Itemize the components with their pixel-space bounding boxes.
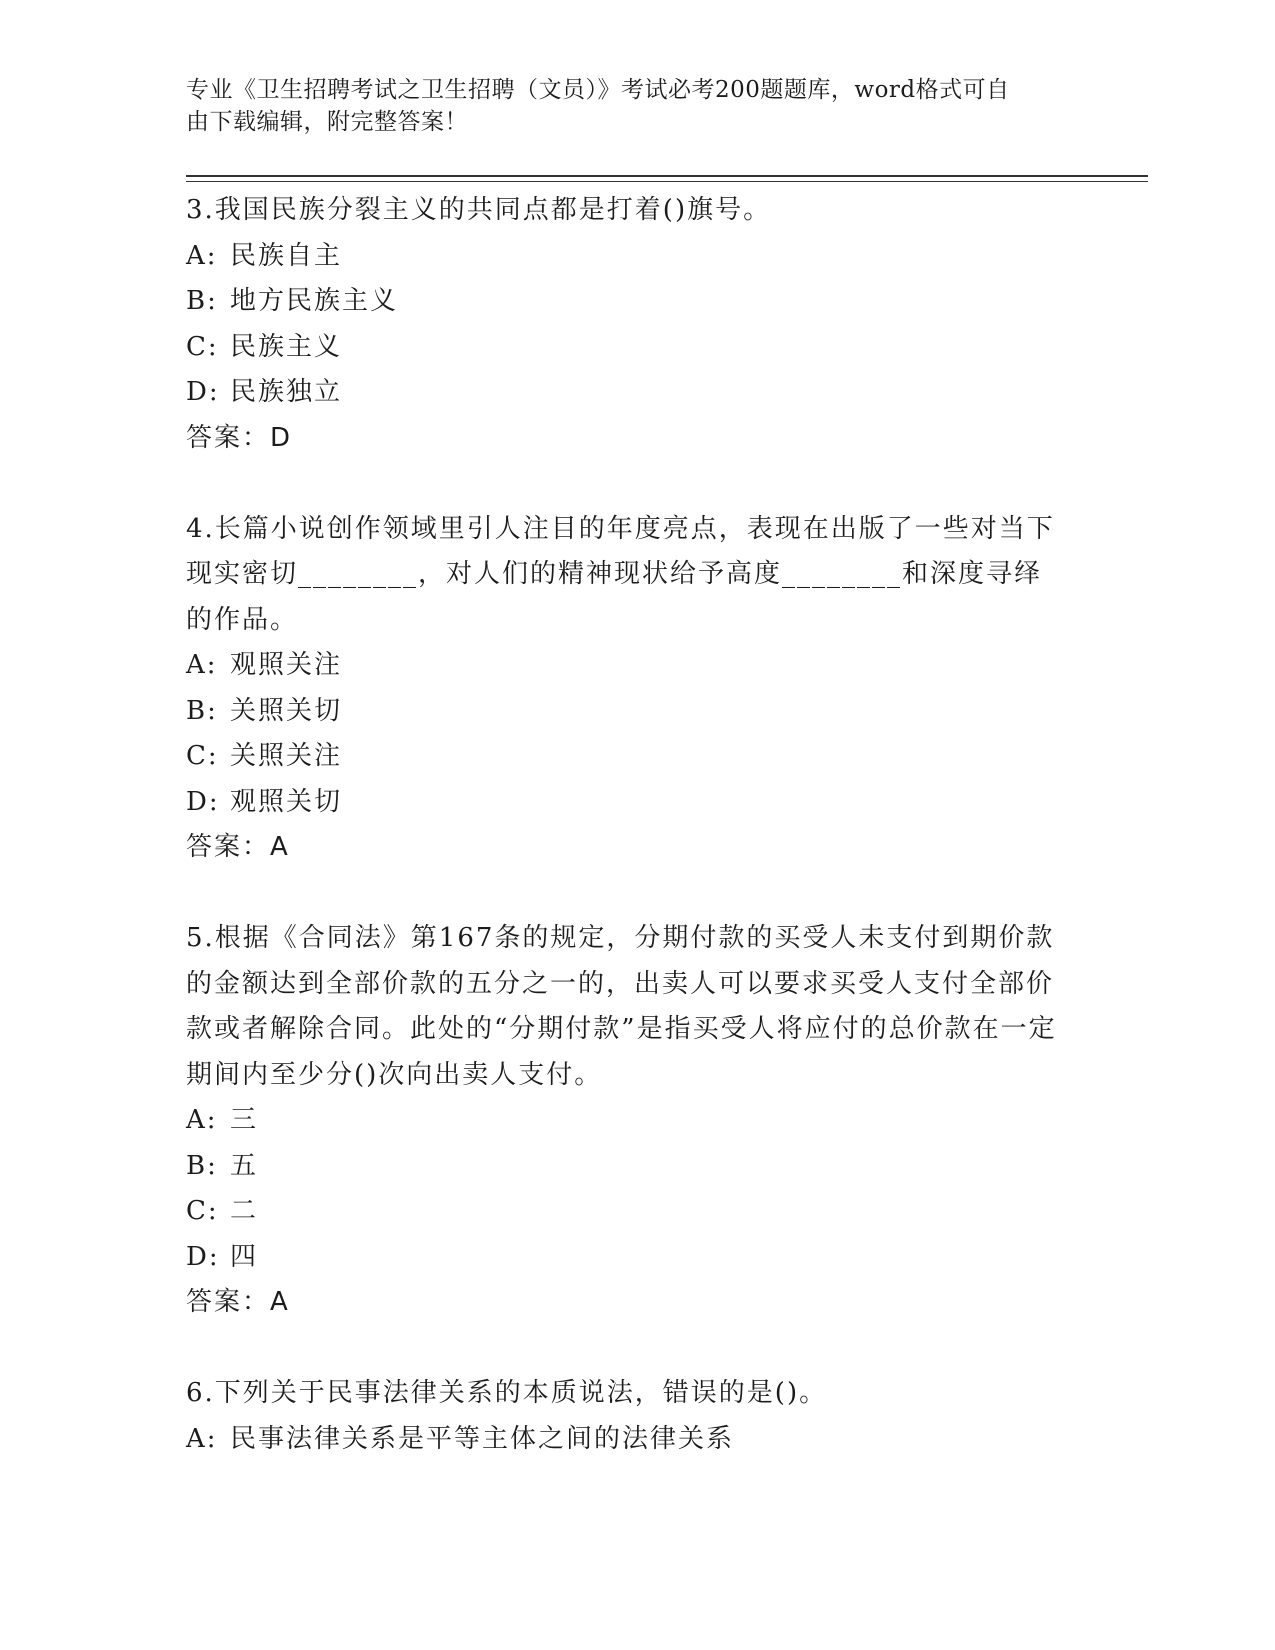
header-line-1: 专业《卫生招聘考试之卫生招聘（文员）》考试必考200题题库，word格式可自 bbox=[186, 77, 1010, 103]
option-key: A: bbox=[186, 650, 218, 680]
option-key: A: bbox=[186, 1105, 218, 1135]
option-text: 民族独立 bbox=[230, 377, 343, 407]
option-key: B: bbox=[186, 286, 218, 316]
option-key: A: bbox=[186, 240, 218, 271]
answer-line: 答案：A bbox=[186, 832, 290, 862]
question-6 bbox=[186, 1371, 1066, 1462]
option-key: D: bbox=[186, 377, 220, 407]
option-text: 五 bbox=[230, 1150, 259, 1181]
option-key: C: bbox=[186, 1196, 219, 1226]
question-5 bbox=[186, 916, 1066, 1326]
question-list bbox=[186, 188, 1066, 1508]
option-text: 三 bbox=[230, 1105, 259, 1135]
answer-line: 答案：D bbox=[186, 422, 293, 453]
option-b bbox=[186, 1144, 1066, 1190]
question-text: 3.我国民族分裂主义的共同点都是打着()旗号。 bbox=[186, 195, 772, 225]
option-text: 关照关切 bbox=[230, 695, 343, 726]
option-key: C: bbox=[186, 331, 219, 362]
option-c bbox=[186, 734, 1066, 780]
question-3 bbox=[186, 188, 1066, 461]
option-d bbox=[186, 1235, 1066, 1281]
question-text: 6.下列关于民事法律关系的本质说法，错误的是()。 bbox=[186, 1378, 828, 1408]
question-text: 4.长篇小说创作领域里引人注目的年度亮点，表现在出版了一些对当下现实密切________，对人们的精神现状给予高度________和深度寻绎的作品。 bbox=[186, 513, 1055, 635]
option-d bbox=[186, 370, 1066, 416]
option-text: 民族自主 bbox=[230, 240, 343, 271]
answer-line: 答案：A bbox=[186, 1287, 290, 1317]
option-key: B: bbox=[186, 695, 218, 726]
option-text: 民族主义 bbox=[230, 331, 343, 362]
option-key: C: bbox=[186, 741, 219, 771]
option-text: 二 bbox=[230, 1196, 259, 1226]
option-key: D: bbox=[186, 786, 220, 817]
option-a bbox=[186, 234, 1066, 280]
document-header bbox=[186, 74, 1066, 138]
option-key: A: bbox=[186, 1423, 218, 1454]
question-4 bbox=[186, 507, 1066, 871]
option-key: D: bbox=[186, 1241, 220, 1272]
option-a bbox=[186, 643, 1066, 689]
option-text: 关照关注 bbox=[230, 741, 343, 771]
option-c bbox=[186, 1189, 1066, 1235]
option-c bbox=[186, 325, 1066, 371]
header-divider-thin bbox=[186, 181, 1148, 182]
question-text: 5.根据《合同法》第167条的规定，分期付款的买受人未支付到期价款的金额达到全部价款的五分之一的，出卖人可以要求买受人支付全部价款或者解除合同。此处的“分期付款”是指买受人将应付的总价款在一定期间内至少分()次向出卖人支付。 bbox=[186, 923, 1057, 1090]
option-text: 观照关切 bbox=[230, 786, 343, 817]
option-text: 民事法律关系是平等主体之间的法律关系 bbox=[230, 1423, 735, 1454]
option-key: B: bbox=[186, 1150, 218, 1181]
option-b bbox=[186, 689, 1066, 735]
option-d bbox=[186, 780, 1066, 826]
option-a bbox=[186, 1098, 1066, 1144]
option-a bbox=[186, 1417, 1066, 1463]
option-text: 观照关注 bbox=[230, 650, 343, 680]
option-b bbox=[186, 279, 1066, 325]
option-text: 地方民族主义 bbox=[230, 286, 399, 316]
option-text: 四 bbox=[230, 1241, 259, 1272]
header-line-2: 由下载编辑，附完整答案！ bbox=[186, 109, 468, 135]
header-divider-thick bbox=[186, 175, 1148, 177]
